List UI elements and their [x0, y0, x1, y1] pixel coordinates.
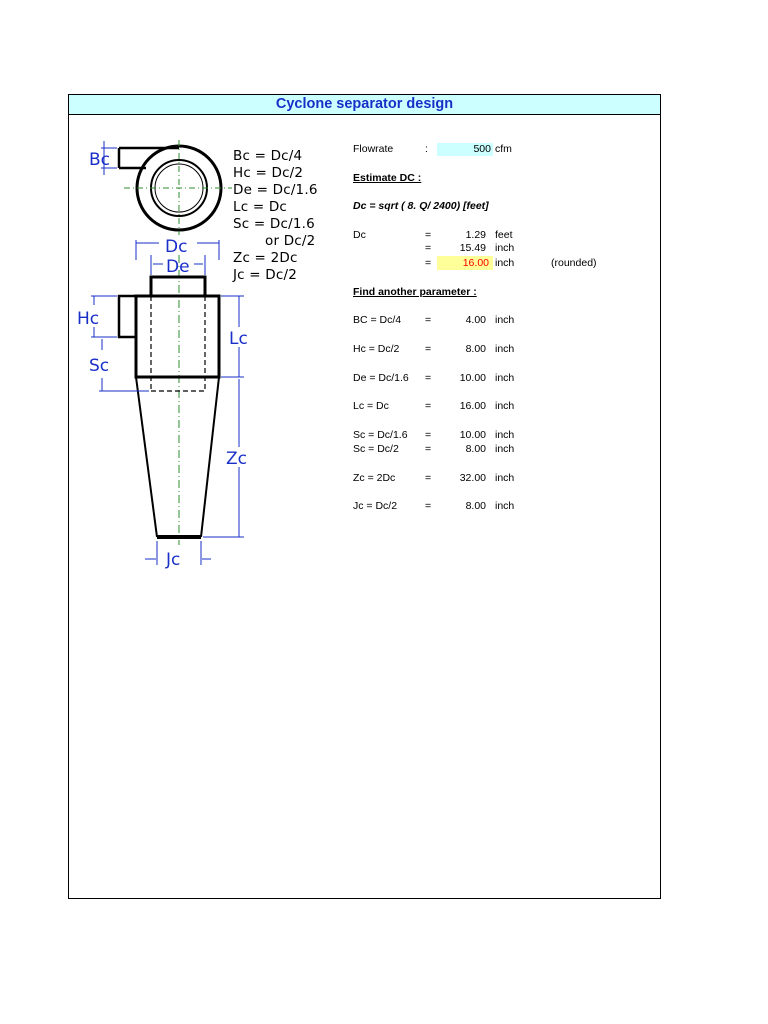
rounded-note: (rounded): [551, 257, 597, 269]
flowrate-unit: cfm: [495, 143, 512, 155]
eq-zc: Zc = 2Dc: [233, 250, 298, 266]
param-value: 32.00: [459, 472, 486, 484]
label-zc: Zc: [226, 449, 247, 469]
dc-unit-inch: inch: [495, 242, 515, 254]
label-de: De: [166, 257, 190, 277]
param-eq: =: [425, 372, 432, 384]
estimate-heading: Estimate DC :: [353, 172, 422, 184]
eq-lc: Lc = Dc: [233, 199, 288, 215]
eq-sc: Sc = Dc/1.6: [233, 216, 315, 232]
dc-rounded-cell: [437, 256, 493, 270]
flowrate-value: 500: [473, 143, 491, 155]
flowrate-label: Flowrate: [353, 143, 394, 155]
param-eq: =: [425, 500, 432, 512]
label-bc: Bc: [89, 150, 111, 170]
param-value: 8.00: [465, 443, 486, 455]
flowrate-cell[interactable]: [437, 143, 493, 156]
dc-label: Dc: [353, 229, 366, 241]
dc-eq-1: =: [425, 229, 432, 241]
worksheet: [68, 94, 661, 899]
dc-unit-feet: feet: [495, 229, 513, 241]
eq-de: De = Dc/1.6: [233, 182, 318, 198]
label-jc: Jc: [166, 550, 181, 570]
param-value: 8.00: [465, 343, 486, 355]
param-eq: =: [425, 343, 432, 355]
param-value: 10.00: [459, 429, 486, 441]
param-label: Sc = Dc/2: [353, 443, 399, 455]
flowrate-colon: :: [425, 143, 428, 155]
label-lc: Lc: [229, 329, 248, 349]
eq-bc: Bc = Dc/4: [233, 148, 303, 164]
dc-value-feet: 1.29: [465, 229, 486, 241]
param-eq: =: [425, 443, 432, 455]
param-unit: inch: [495, 343, 515, 355]
dc-eq-3: =: [425, 257, 432, 269]
dc-formula: Dc = sqrt ( 8. Q/ 2400) [feet]: [353, 200, 489, 212]
param-unit: inch: [495, 314, 515, 326]
param-eq: =: [425, 472, 432, 484]
param-value: 4.00: [465, 314, 486, 326]
param-label: Zc = 2Dc: [353, 472, 396, 484]
param-unit: inch: [495, 443, 515, 455]
param-eq: =: [425, 429, 432, 441]
dc-eq-2: =: [425, 242, 432, 254]
param-label: Lc = Dc: [353, 400, 389, 412]
param-unit: inch: [495, 500, 515, 512]
param-unit: inch: [495, 429, 515, 441]
params-heading: Find another parameter :: [353, 286, 477, 298]
label-sc: Sc: [89, 356, 110, 376]
eq-hc: Hc = Dc/2: [233, 165, 304, 181]
cyclone-diagram: [69, 95, 662, 900]
param-unit: inch: [495, 400, 515, 412]
param-label: Jc = Dc/2: [353, 500, 398, 512]
page-title: Cyclone separator design: [69, 95, 660, 115]
dc-value-rounded: 16.00: [462, 257, 489, 269]
param-value: 16.00: [459, 400, 486, 412]
param-eq: =: [425, 314, 432, 326]
param-eq: =: [425, 400, 432, 412]
eq-jc: Jc = Dc/2: [233, 267, 298, 283]
param-label: Hc = Dc/2: [353, 343, 400, 355]
param-unit: inch: [495, 472, 515, 484]
dc-unit-rounded: inch: [495, 257, 515, 269]
param-value: 8.00: [465, 500, 486, 512]
eq-sc-alt: or Dc/2: [265, 233, 316, 249]
label-hc: Hc: [77, 309, 100, 329]
param-value: 10.00: [459, 372, 486, 384]
param-label: Sc = Dc/1.6: [353, 429, 408, 441]
label-dc: Dc: [165, 237, 188, 257]
param-label: BC = Dc/4: [353, 314, 402, 326]
dc-value-inch: 15.49: [459, 242, 486, 254]
param-unit: inch: [495, 372, 515, 384]
param-label: De = Dc/1.6: [353, 372, 409, 384]
